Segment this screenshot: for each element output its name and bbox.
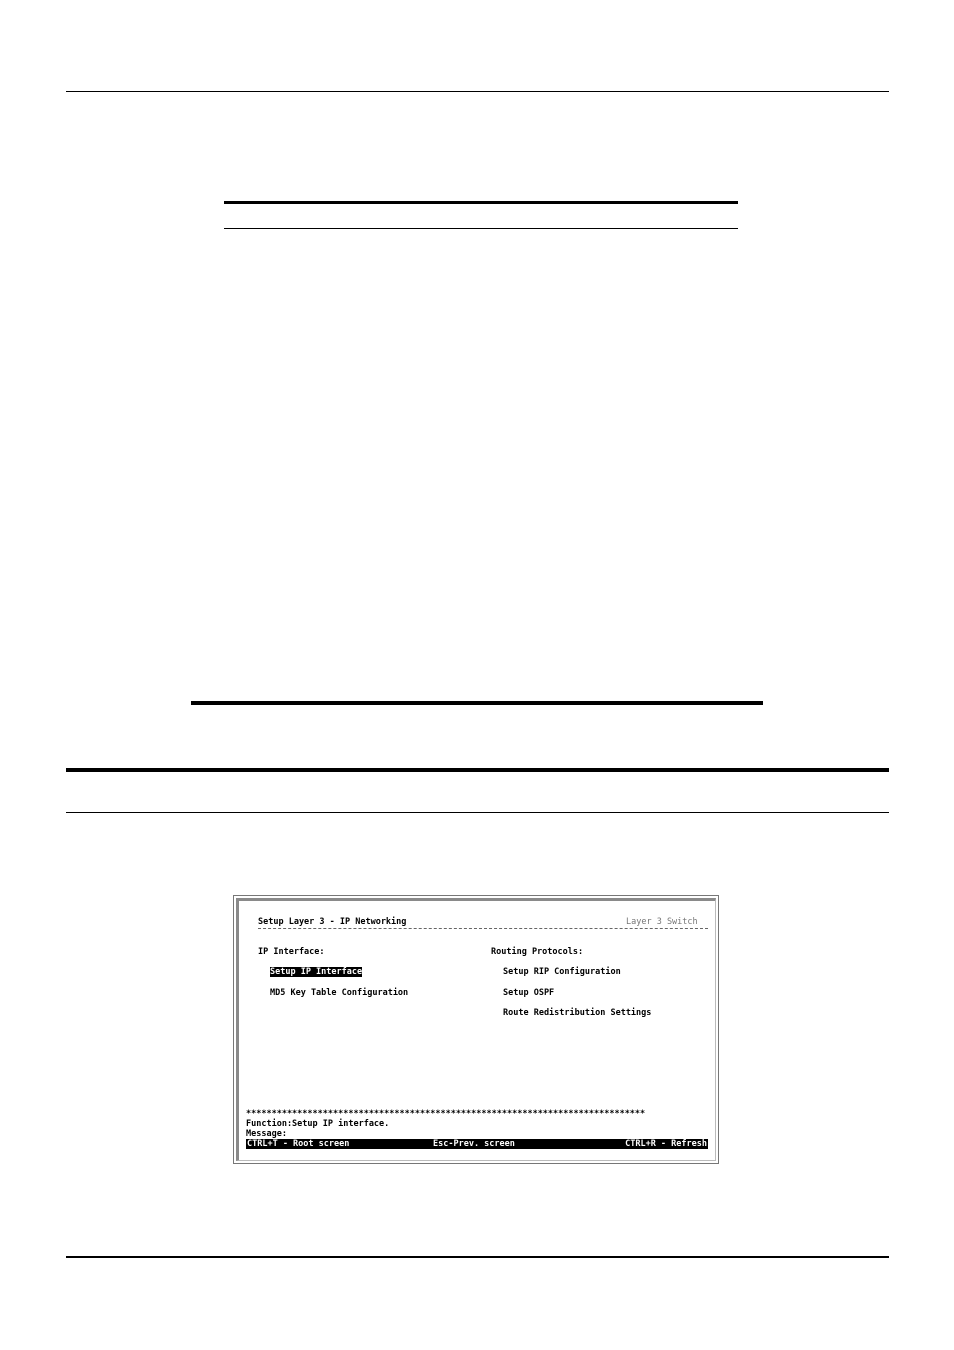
menu-item-md5-key-table[interactable]: MD5 Key Table Configuration (270, 988, 409, 998)
menu-item-setup-ospf[interactable]: Setup OSPF (503, 988, 555, 998)
key-prev-screen[interactable]: Esc-Prev. screen (433, 1139, 515, 1149)
page-footer-rule (66, 1256, 889, 1258)
table-end-rule (191, 701, 763, 705)
page-header-rule (66, 91, 889, 92)
section-bottom-rule (66, 812, 889, 813)
key-root-screen[interactable]: CTRL+T - Root screen (247, 1139, 350, 1149)
menu-item-setup-rip[interactable]: Setup RIP Configuration (503, 967, 621, 977)
table-top-rule (224, 201, 738, 204)
console-separator: ****************************************************************************** (246, 1109, 646, 1119)
console-key-bar (246, 1139, 708, 1149)
console-brand-label: Layer 3 Switch (626, 917, 698, 927)
menu-item-route-redistribution[interactable]: Route Redistribution Settings (503, 1008, 652, 1018)
ip-interface-heading: IP Interface: (258, 947, 325, 957)
table-header-rule (224, 228, 738, 229)
menu-item-setup-ip-interface[interactable]: Setup IP Interface (270, 967, 363, 977)
console-screen-title: Setup Layer 3 - IP Networking (258, 917, 407, 927)
message-line: Message: (246, 1129, 287, 1139)
routing-protocols-heading: Routing Protocols: (491, 947, 584, 957)
section-top-rule (66, 768, 889, 772)
function-line: Function:Setup IP interface. (246, 1119, 390, 1129)
console-title-divider (258, 928, 708, 929)
key-refresh[interactable]: CTRL+R - Refresh (625, 1139, 707, 1149)
